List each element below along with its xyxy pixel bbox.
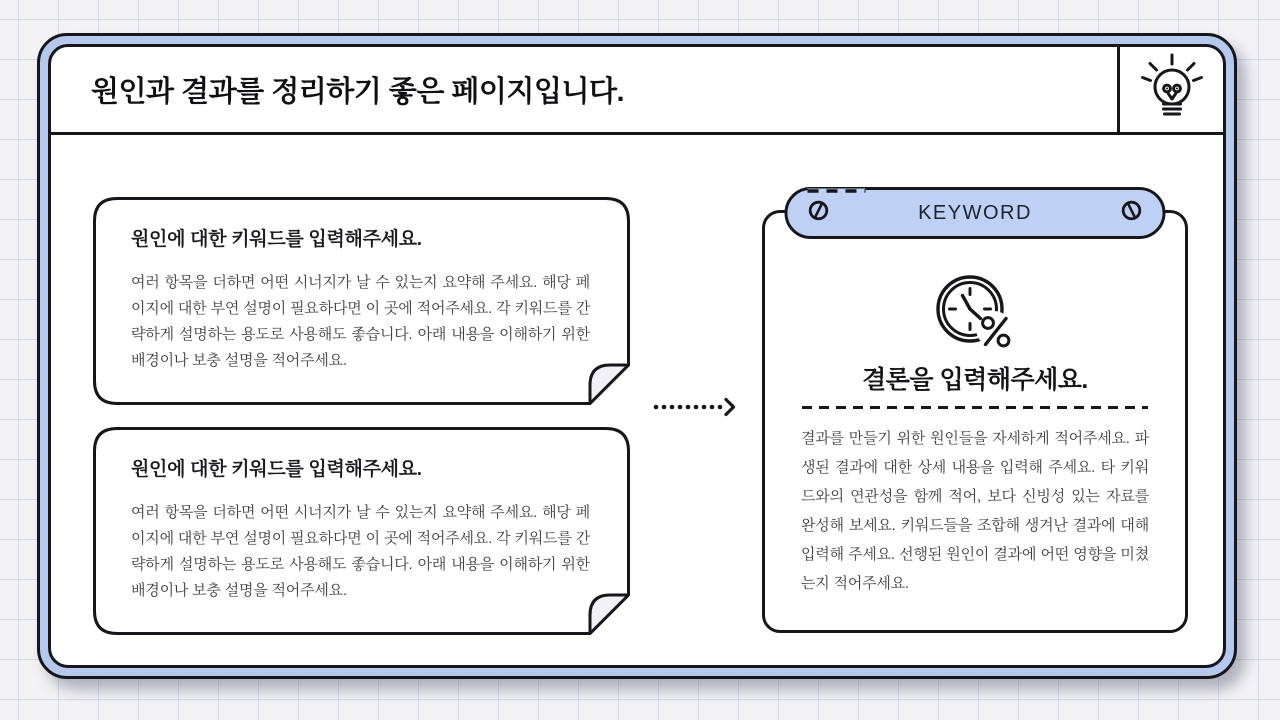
dashed-divider: [802, 406, 1148, 409]
header-icon-cell: [1117, 47, 1223, 132]
cause-card-2: [93, 427, 630, 635]
keyword-pill: [785, 187, 1166, 239]
lightbulb-icon: [1141, 52, 1203, 127]
screw-icon-right: [1121, 200, 1143, 227]
slide-window-frame: [37, 33, 1237, 679]
result-heading: 결론을 입력해주세요.: [862, 366, 1088, 394]
result-body: 결과를 만들기 위한 원인들을 자세하게 적어주세요. 파생된 결과에 대한 상세 내용을 입력해 주세요. 타 키워드와의 연관성을 함께 적어, 보다 신빙성 있는 자료를 완성해 보세요. 키워드들을 조합해 생겨난 결과에 대해 입력해 주세요. 선행된 원인이 결과에 어떤 영향을 미쳤는지 적어주세요.: [801, 430, 1149, 592]
cause-card-2-body: 여러 항목을 더하면 어떤 시너지가 날 수 있는지 요약해 주세요. 해당 페이지에 대한 부연 설명이 필요하다면 이 곳에 적어주세요. 각 키워드를 간략하게 설명하는 용도로 사용해도 좋습니다. 아래 내용을 이해하기 위한 배경이나 보충 설명을 적어주세요.: [131, 504, 590, 599]
screw-icon-left: [808, 200, 830, 227]
cause-card-2-heading: 원인에 대한 키워드를 입력해주세요.: [131, 459, 422, 480]
title-bar: [51, 47, 1223, 135]
page-title: 원인과 결과를 정리하기 좋은 페이지입니다.: [91, 76, 625, 108]
slide-inner-panel: [48, 44, 1226, 668]
cause-card-1-body: 여러 항목을 더하면 어떤 시너지가 날 수 있는지 요약해 주세요. 해당 페이지에 대한 부연 설명이 필요하다면 이 곳에 적어주세요. 각 키워드를 간략하게 설명하는 용도로 사용해도 좋습니다. 아래 내용을 이해하기 위한 배경이나 보충 설명을 적어주세요.: [131, 274, 590, 369]
cause-card-1-heading: 원인에 대한 키워드를 입력해주세요.: [131, 229, 422, 250]
cause-card-1: [93, 197, 630, 405]
result-panel: [762, 201, 1188, 633]
clock-percent-icon: [932, 272, 1018, 359]
folded-corner-icon: [590, 365, 629, 404]
dotted-arrow-icon: [652, 397, 740, 422]
keyword-label: KEYWORD: [918, 201, 1032, 224]
folded-corner-icon: [590, 595, 629, 634]
pill-dash-decoration: [802, 188, 872, 194]
